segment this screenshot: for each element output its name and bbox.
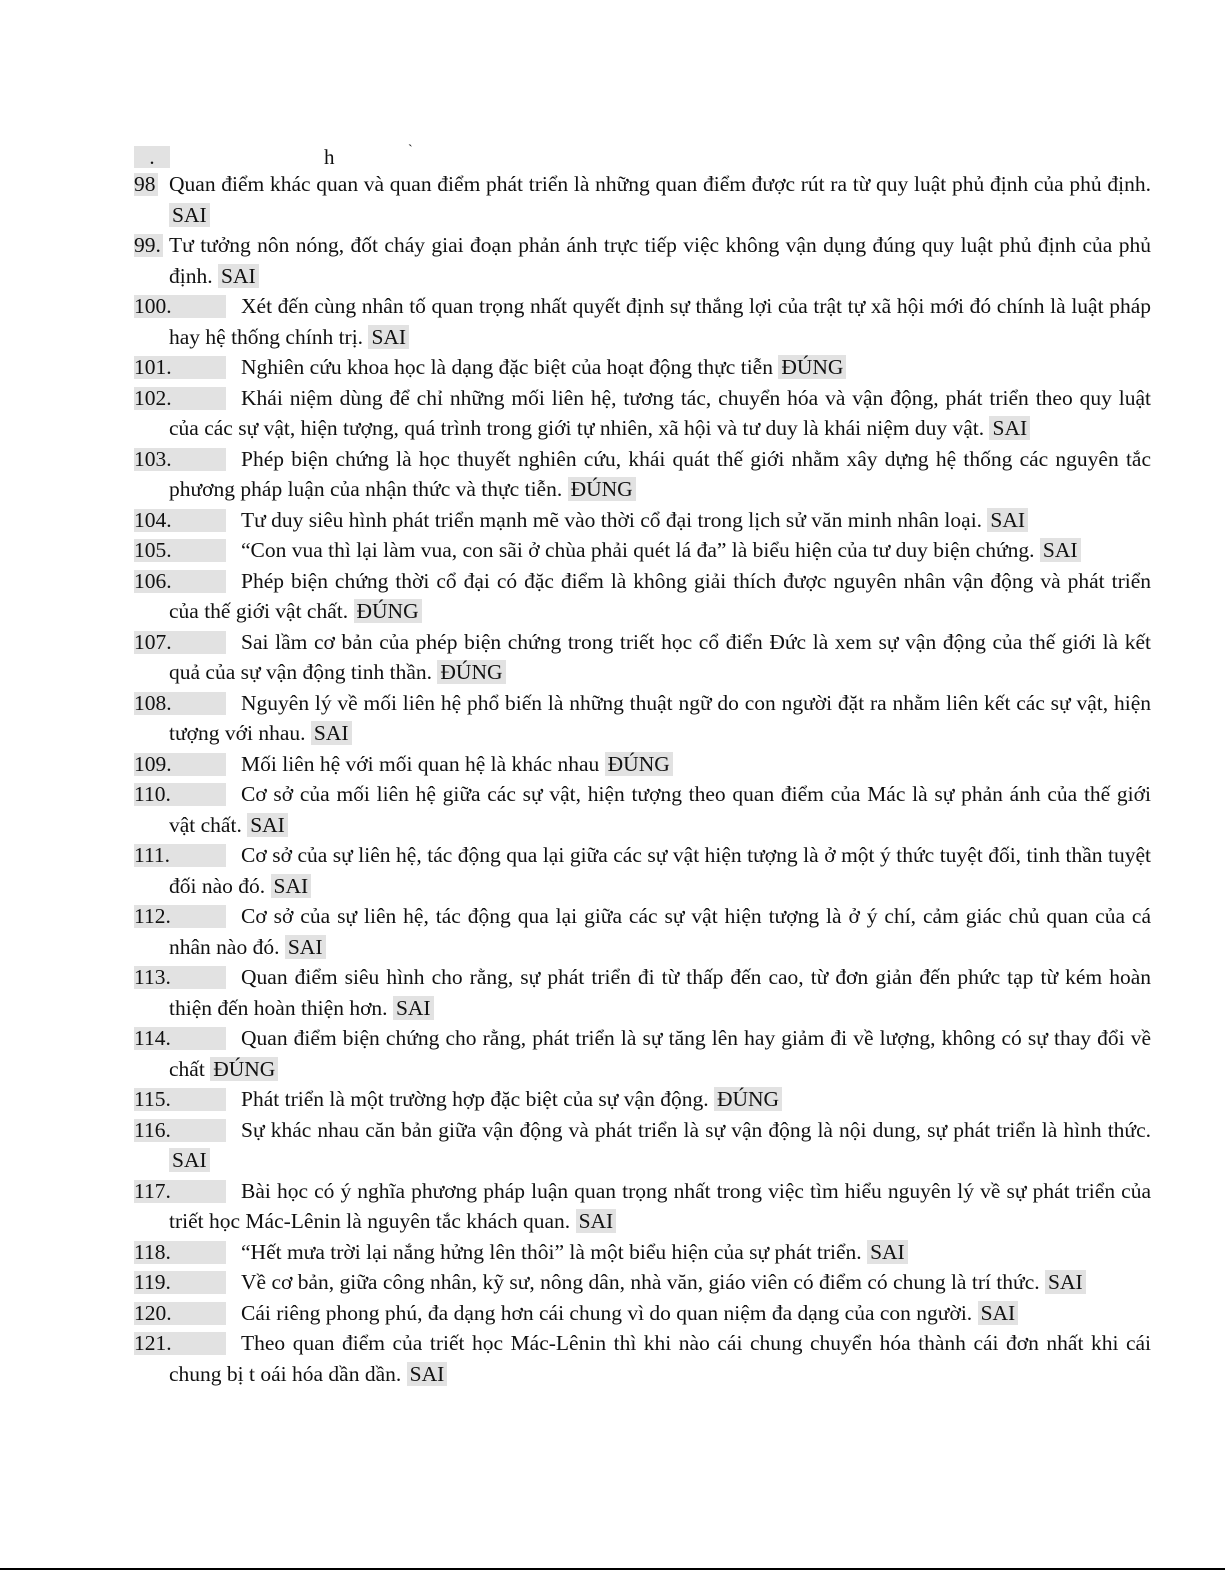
- question-text: “Hết mưa trời lại nắng hửng lên thôi” là một biểu hiện của sự phát triển. SAI: [134, 1237, 1151, 1268]
- question-text: Xét đến cùng nhân tố quan trọng nhất quyết định sự thắng lợi của trật tự xã hội mới đó chính là luật pháp hay hệ thống chính trị. SAI: [169, 294, 1151, 349]
- question-item: [134, 627, 1151, 688]
- question-item: [134, 383, 1151, 444]
- stray-letter: h: [324, 145, 335, 169]
- question-item: [134, 962, 1151, 1023]
- highlighted-dot: .: [134, 146, 170, 168]
- question-text: Cái riêng phong phú, đa dạng hơn cái chung vì do quan niệm đa dạng của con người. SAI: [134, 1298, 1151, 1329]
- question-item: [134, 840, 1151, 901]
- question-text: Nguyên lý về mối liên hệ phổ biến là những thuật ngữ do con người đặt ra nhằm liên kết các sự vật, hiện tượng với nhau. SAI: [169, 690, 1151, 745]
- answer-badge: SAI: [218, 264, 259, 288]
- answer-badge: SAI: [867, 1240, 908, 1264]
- question-item: [134, 749, 1151, 780]
- question-text: Cơ sở của sự liên hệ, tác động qua lại giữa các sự vật hiện tượng là ở một ý thức tuyệt đối, tinh thần tuyệt đối nào đó. SAI: [169, 843, 1151, 898]
- question-item: [134, 535, 1151, 566]
- question-list: [134, 169, 1151, 1389]
- question-text: Tư duy siêu hình phát triển mạnh mẽ vào thời cổ đại trong lịch sử văn minh nhân loại. SAI: [134, 505, 1151, 536]
- answer-badge: SAI: [987, 508, 1028, 532]
- question-number: 99.: [134, 233, 161, 257]
- answer-badge: SAI: [978, 1301, 1019, 1325]
- question-text: Quan điểm khác quan và quan điểm phát triển là những quan điểm được rút ra từ quy luật phủ định của phủ định. SAI: [169, 172, 1151, 227]
- question-text: Phép biện chứng thời cổ đại có đặc điểm là không giải thích được nguyên nhân vận động và phát triển của thế giới vật chất. ĐÚNG: [169, 568, 1151, 623]
- scan-artifact-line: [134, 143, 413, 169]
- question-text: Cơ sở của mối liên hệ giữa các sự vật, hiện tượng theo quan điểm của Mác là sự phản ánh của thế giới vật chất. SAI: [169, 782, 1151, 837]
- answer-badge: ĐÚNG: [210, 1057, 278, 1081]
- question-number: 106.: [134, 570, 226, 593]
- answer-badge: SAI: [393, 996, 434, 1020]
- question-item: [134, 901, 1151, 962]
- question-number: 100.: [134, 295, 226, 318]
- answer-badge: ĐÚNG: [714, 1087, 782, 1111]
- stray-mark: `: [408, 143, 413, 158]
- question-text: Về cơ bản, giữa công nhân, kỹ sư, nông dân, nhà văn, giáo viên có điểm có chung là trí thức. SAI: [134, 1267, 1151, 1298]
- question-text: Cơ sở của sự liên hệ, tác động qua lại giữa các sự vật hiện tượng là ở ý chí, cảm giác chủ quan của cá nhân nào đó. SAI: [169, 904, 1151, 959]
- question-text: Phép biện chứng là học thuyết nghiên cứu, khái quát thế giới nhằm xây dựng hệ thống các nguyên tắc phương pháp luận của nhận thức và thực tiễn. ĐÚNG: [169, 446, 1151, 501]
- answer-badge: SAI: [1045, 1270, 1086, 1294]
- question-number: 103.: [134, 448, 226, 471]
- question-number: 116.: [134, 1119, 226, 1142]
- answer-badge: ĐÚNG: [568, 477, 636, 501]
- answer-badge: SAI: [368, 325, 409, 349]
- question-text: Bài học có ý nghĩa phương pháp luận quan trọng nhất trong việc tìm hiểu nguyên lý về sự phát triển của triết học Mác-Lênin là nguyên tắc khách quan. SAI: [169, 1178, 1151, 1233]
- question-number: 108.: [134, 692, 226, 715]
- question-text: Sai lầm cơ bản của phép biện chứng trong triết học cổ điển Đức là xem sự vận động của thế giới là kết quả của sự vận động tinh thần. ĐÚNG: [169, 629, 1151, 684]
- question-text: Phát triển là một trường hợp đặc biệt của sự vận động. ĐÚNG: [134, 1084, 1151, 1115]
- question-item: [134, 1176, 1151, 1237]
- question-number: 121.: [134, 1332, 226, 1355]
- answer-badge: SAI: [407, 1362, 448, 1386]
- question-item: [134, 779, 1151, 840]
- question-text: Mối liên hệ với mối quan hệ là khác nhau ĐÚNG: [134, 749, 1151, 780]
- question-number: 117.: [134, 1180, 226, 1203]
- answer-badge: SAI: [285, 935, 326, 959]
- question-number: 101.: [134, 356, 226, 379]
- question-text: Nghiên cứu khoa học là dạng đặc biệt của hoạt động thực tiễn ĐÚNG: [134, 352, 1151, 383]
- question-text: Tư tưởng nôn nóng, đốt cháy giai đoạn phản ánh trực tiếp việc không vận dụng đúng quy luật phủ định của phủ định. SAI: [169, 233, 1151, 288]
- answer-badge: SAI: [1040, 538, 1081, 562]
- answer-badge: SAI: [576, 1209, 617, 1233]
- question-item: [134, 444, 1151, 505]
- question-number: 98: [134, 172, 156, 196]
- question-number: 105.: [134, 539, 226, 562]
- question-item: [134, 505, 1151, 536]
- question-item: [134, 1298, 1151, 1329]
- question-number: 113.: [134, 966, 226, 989]
- question-item: [134, 1084, 1151, 1115]
- question-item: [134, 1023, 1151, 1084]
- question-number: 112.: [134, 905, 226, 928]
- answer-badge: SAI: [247, 813, 288, 837]
- question-item: [134, 1237, 1151, 1268]
- answer-badge: SAI: [169, 1148, 210, 1172]
- answer-badge: ĐÚNG: [354, 599, 422, 623]
- page-bottom-border: [0, 1568, 1225, 1570]
- question-item: [134, 230, 1151, 291]
- question-item: [134, 1328, 1151, 1389]
- question-item: [134, 688, 1151, 749]
- answer-badge: ĐÚNG: [437, 660, 505, 684]
- question-item: [134, 1267, 1151, 1298]
- question-number: 119.: [134, 1271, 226, 1294]
- answer-badge: SAI: [271, 874, 312, 898]
- answer-badge: SAI: [169, 203, 210, 227]
- question-item: [134, 169, 1151, 230]
- answer-badge: ĐÚNG: [778, 355, 846, 379]
- question-number: 111.: [134, 844, 226, 867]
- question-item: [134, 566, 1151, 627]
- question-number: 109.: [134, 753, 226, 776]
- question-number: 120.: [134, 1302, 226, 1325]
- question-number: 115.: [134, 1088, 226, 1111]
- answer-badge: SAI: [311, 721, 352, 745]
- question-number: 107.: [134, 631, 226, 654]
- answer-badge: SAI: [989, 416, 1030, 440]
- question-text: Quan điểm biện chứng cho rằng, phát triển là sự tăng lên hay giảm đi về lượng, không có sự thay đổi về chất ĐÚNG: [169, 1026, 1151, 1081]
- question-text: Theo quan điểm của triết học Mác-Lênin thì khi nào cái chung chuyển hóa thành cái đơn nhất khi cái chung bị t oái hóa dần dần. SAI: [169, 1331, 1151, 1386]
- answer-badge: ĐÚNG: [605, 752, 673, 776]
- question-number: 104.: [134, 509, 226, 532]
- question-text: Sự khác nhau căn bản giữa vận động và phát triển là sự vận động là nội dung, sự phát triển là hình thức. SAI: [134, 1115, 1151, 1176]
- question-number: 114.: [134, 1027, 226, 1050]
- question-item: [134, 291, 1151, 352]
- question-item: [134, 352, 1151, 383]
- question-text: Khái niệm dùng để chỉ những mối liên hệ, tương tác, chuyển hóa và vận động, phát triển theo quy luật của các sự vật, hiện tượng, quá trình trong giới tự nhiên, xã hội và tư duy là khái niệm duy vật. SAI: [169, 385, 1151, 440]
- question-text: “Con vua thì lại làm vua, con sãi ở chùa phải quét lá đa” là biểu hiện của tư duy biện chứng. SAI: [134, 535, 1151, 566]
- question-number: 118.: [134, 1241, 226, 1264]
- question-number: 102.: [134, 387, 226, 410]
- question-text: Quan điểm siêu hình cho rằng, sự phát triển đi từ thấp đến cao, từ đơn giản đến phức tạp từ kém hoàn thiện đến hoàn thiện hơn. SAI: [169, 965, 1151, 1020]
- question-number: 110.: [134, 783, 226, 806]
- question-item: [134, 1115, 1151, 1176]
